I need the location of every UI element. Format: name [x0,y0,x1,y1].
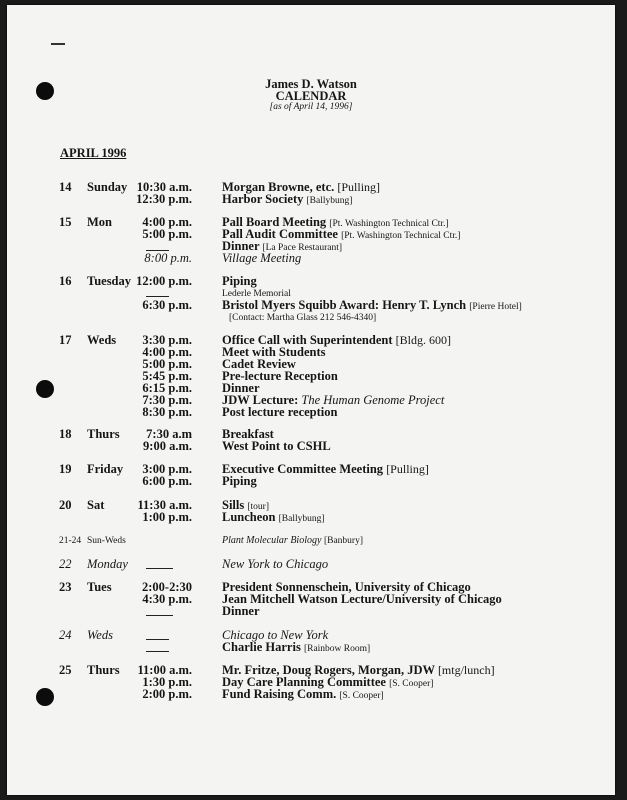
event-entry: Chicago to New York [222,628,329,642]
event-entry: Jean Mitchell Watson Lecture/University of Chicago [222,592,502,606]
weekday: Monday [87,557,128,571]
event-entry: President Sonnenschein, University of Chicago [222,580,471,594]
weekday: Tuesday [87,274,132,288]
day-number: 14 [59,180,72,194]
event-entry: Piping [222,474,257,488]
event-time: 10:30 a.m. [136,180,192,194]
event-entry: Bristol Myers Squibb Award: Henry T. Lynch [Pierre Hotel] [222,298,522,312]
event-time: 3:00 p.m. [142,462,192,476]
weekday: Thurs [87,427,120,441]
day-number: 19 [59,462,72,476]
event-time: 5:00 p.m. [142,357,192,371]
event-entry: Post lecture reception [222,405,338,419]
punch-hole-bottom [36,688,54,706]
event-entry: New York to Chicago [222,557,329,571]
weekday: Sunday [87,180,128,194]
as-of-date: [as of April 14, 1996] [269,102,353,112]
event-entry: Plant Molecular Biology [Banbury] [222,535,363,546]
event-entry: Cadet Review [222,357,296,371]
event-entry: Breakfast [222,427,274,441]
weekday: Friday [87,462,124,476]
weekday: Mon [87,215,112,229]
event-time: 5:45 p.m. [142,369,192,383]
day-number: 20 [59,498,72,512]
event-entry: Dinner [La Pace Restaurant] [222,239,343,253]
blank-time-line [146,615,173,616]
event-entry: Executive Committee Meeting [Pulling] [222,462,429,476]
day-range: 21-24 [59,536,82,546]
event-entry: Sills [tour] [222,498,270,512]
event-time: 11:30 a.m. [137,498,192,512]
event-note: Lederle Memorial [222,289,291,299]
event-time: 1:30 p.m. [142,675,192,689]
blank-time-line [146,651,169,652]
month-heading: APRIL 1996 [60,146,127,160]
event-entry: Luncheon [Ballybung] [222,510,325,524]
punch-hole-middle [36,380,54,398]
ink-speck [51,43,65,45]
calendar-title: CALENDAR [275,89,347,103]
event-time: 5:00 p.m. [142,227,192,241]
event-time: 2:00 p.m. [142,687,192,701]
event-time: 2:00-2:30 [142,580,192,594]
event-entry: West Point to CSHL [222,439,331,453]
event-entry: Meet with Students [222,345,326,359]
event-time: 12:00 p.m. [136,274,192,288]
event-time: 8:30 p.m. [142,405,192,419]
event-time: 4:00 p.m. [142,215,192,229]
day-number: 23 [59,580,72,594]
event-entry: Dinner [222,381,260,395]
event-entry: Mr. Fritze, Doug Rogers, Morgan, JDW [mtg/lunch] [222,663,495,677]
blank-time-line [146,568,173,569]
day-number: 15 [59,215,72,229]
day-number: 24 [59,628,72,642]
event-time: 4:00 p.m. [142,345,192,359]
event-note: [Contact: Martha Glass 212 546-4340] [229,313,377,323]
weekday: Weds [87,628,113,642]
event-entry: Village Meeting [222,251,302,265]
event-entry: Fund Raising Comm. [S. Cooper] [222,687,384,701]
calendar-owner: James D. Watson [265,77,357,91]
event-entry: Piping [222,274,257,288]
event-time: 1:00 p.m. [142,510,192,524]
event-entry: Morgan Browne, etc. [Pulling] [222,180,381,194]
blank-time-line [146,296,169,297]
event-time: 7:30 p.m. [142,393,192,407]
day-number: 18 [59,427,72,441]
document-page [7,5,615,795]
event-entry: Harbor Society [Ballybung] [222,192,353,206]
weekday: Tues [87,580,112,594]
event-time: 6:30 p.m. [142,298,192,312]
day-number: 22 [59,557,72,571]
day-number: 17 [59,333,72,347]
event-time: 12:30 p.m. [136,192,192,206]
event-entry: Dinner [222,604,260,618]
day-number: 25 [59,663,72,677]
weekday: Thurs [87,663,120,677]
event-time: 4:30 p.m. [142,592,192,606]
event-time: 6:00 p.m. [142,474,192,488]
event-entry: Office Call with Superintendent [Bldg. 600] [222,333,451,347]
event-entry: Charlie Harris [Rainbow Room] [222,640,371,654]
weekday-range: Sun-Weds [87,536,126,546]
event-time: 8:00 p.m. [144,251,192,265]
event-time: 9:00 a.m. [143,439,192,453]
event-entry: Pre-lecture Reception [222,369,338,383]
event-time: 11:00 a.m. [137,663,192,677]
event-time: 3:30 p.m. [142,333,192,347]
day-number: 16 [59,274,72,288]
weekday: Sat [87,498,105,512]
event-entry: Pall Audit Committee [Pt. Washington Technical Ctr.] [222,227,461,241]
event-entry: Pall Board Meeting [Pt. Washington Technical Ctr.] [222,215,449,229]
blank-time-line [146,639,169,640]
event-time: 6:15 p.m. [142,381,192,395]
event-entry: JDW Lecture: The Human Genome Project [222,393,445,407]
event-entry: Day Care Planning Committee [S. Cooper] [222,675,434,689]
event-time: 7:30 a.m [146,427,192,441]
weekday: Weds [87,333,117,347]
